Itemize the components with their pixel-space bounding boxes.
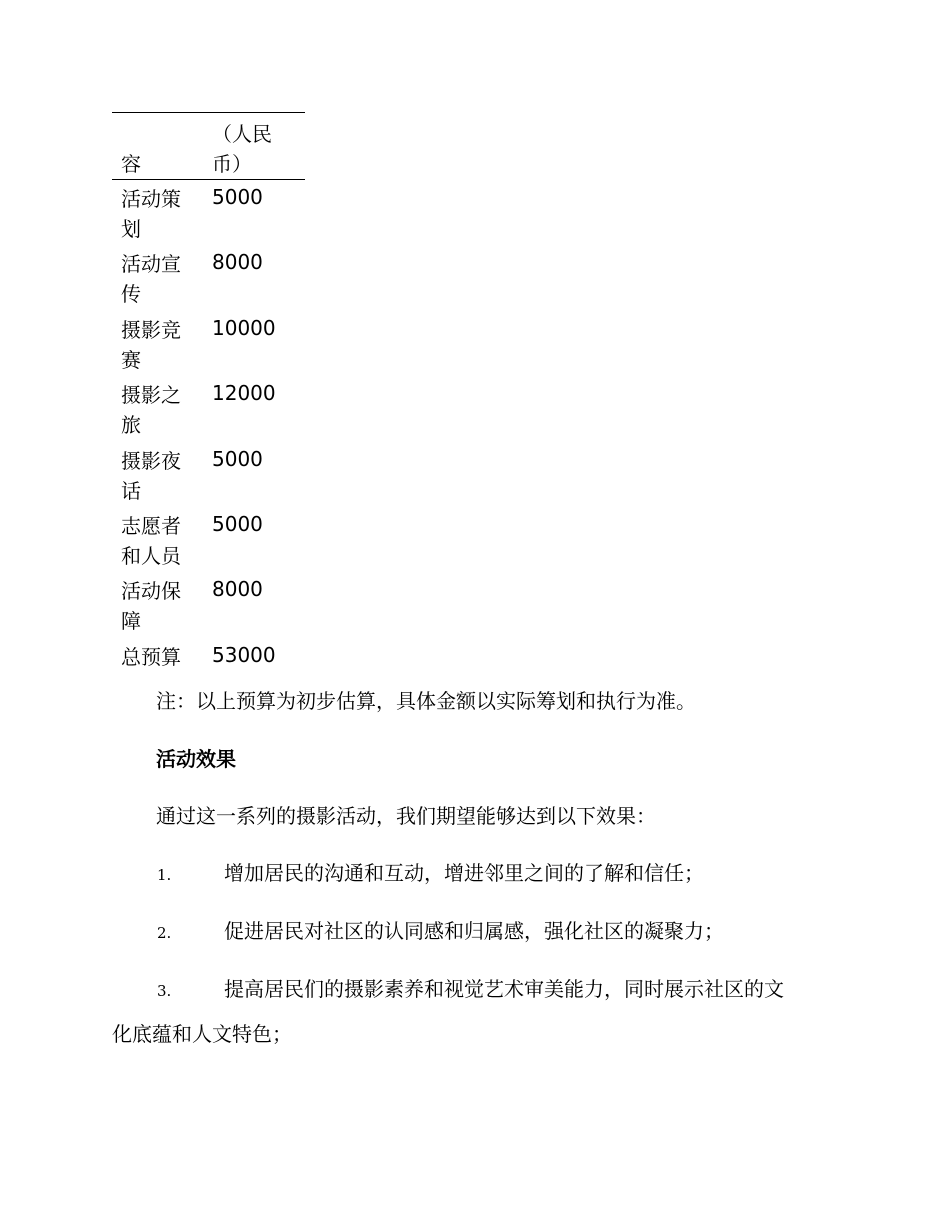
row-item: 总预算 [121, 644, 181, 669]
list-text: 增加居民的沟通和互动，增进邻里之间的了解和信任； [224, 861, 704, 885]
table-row-total [112, 638, 305, 678]
row-amount: 10000 [212, 315, 276, 340]
section-heading: 活动效果 [156, 747, 236, 771]
row-amount: 5000 [212, 185, 263, 209]
row-item: 摄影竞赛 [121, 317, 181, 372]
row-item: 志愿者和人员 [121, 513, 181, 568]
row-item: 活动宣传 [121, 252, 181, 307]
row-item: 摄影之旅 [121, 383, 181, 438]
row-item: 活动保障 [121, 579, 181, 634]
list-text: 提高居民们的摄影素养和视觉艺术审美能力，同时展示社区的文 [224, 977, 784, 1001]
table-header [112, 113, 305, 180]
table-row [112, 245, 305, 310]
row-amount: 8000 [212, 577, 263, 602]
table-row [112, 376, 305, 441]
header-item: 容 [121, 152, 141, 176]
row-item: 摄影夜话 [121, 448, 181, 503]
row-amount: 5000 [212, 446, 263, 471]
list-number: 3. [157, 982, 172, 1000]
table-row [112, 507, 305, 572]
row-amount: 53000 [212, 642, 276, 667]
row-amount: 5000 [212, 511, 263, 536]
budget-note: 注：以上预算为初步估算，具体金额以实际筹划和执行为准。 [156, 689, 696, 713]
row-amount: 12000 [212, 381, 276, 406]
list-number: 2. [157, 924, 172, 942]
list-text: 促进居民对社区的认同感和归属感，强化社区的凝聚力； [224, 919, 724, 943]
list-number: 1. [157, 866, 172, 884]
table-body [112, 180, 305, 678]
list-text-continuation: 化底蕴和人文特色； [112, 1022, 292, 1046]
row-item: 活动策划 [121, 187, 181, 241]
table-row [112, 442, 305, 507]
row-amount: 8000 [212, 250, 263, 275]
budget-table [112, 112, 305, 678]
intro-paragraph: 通过这一系列的摄影活动，我们期望能够达到以下效果： [156, 804, 656, 828]
table-row [112, 572, 305, 637]
header-amount: （人民币） [212, 122, 272, 176]
table-row [112, 311, 305, 376]
table-row [112, 180, 305, 245]
